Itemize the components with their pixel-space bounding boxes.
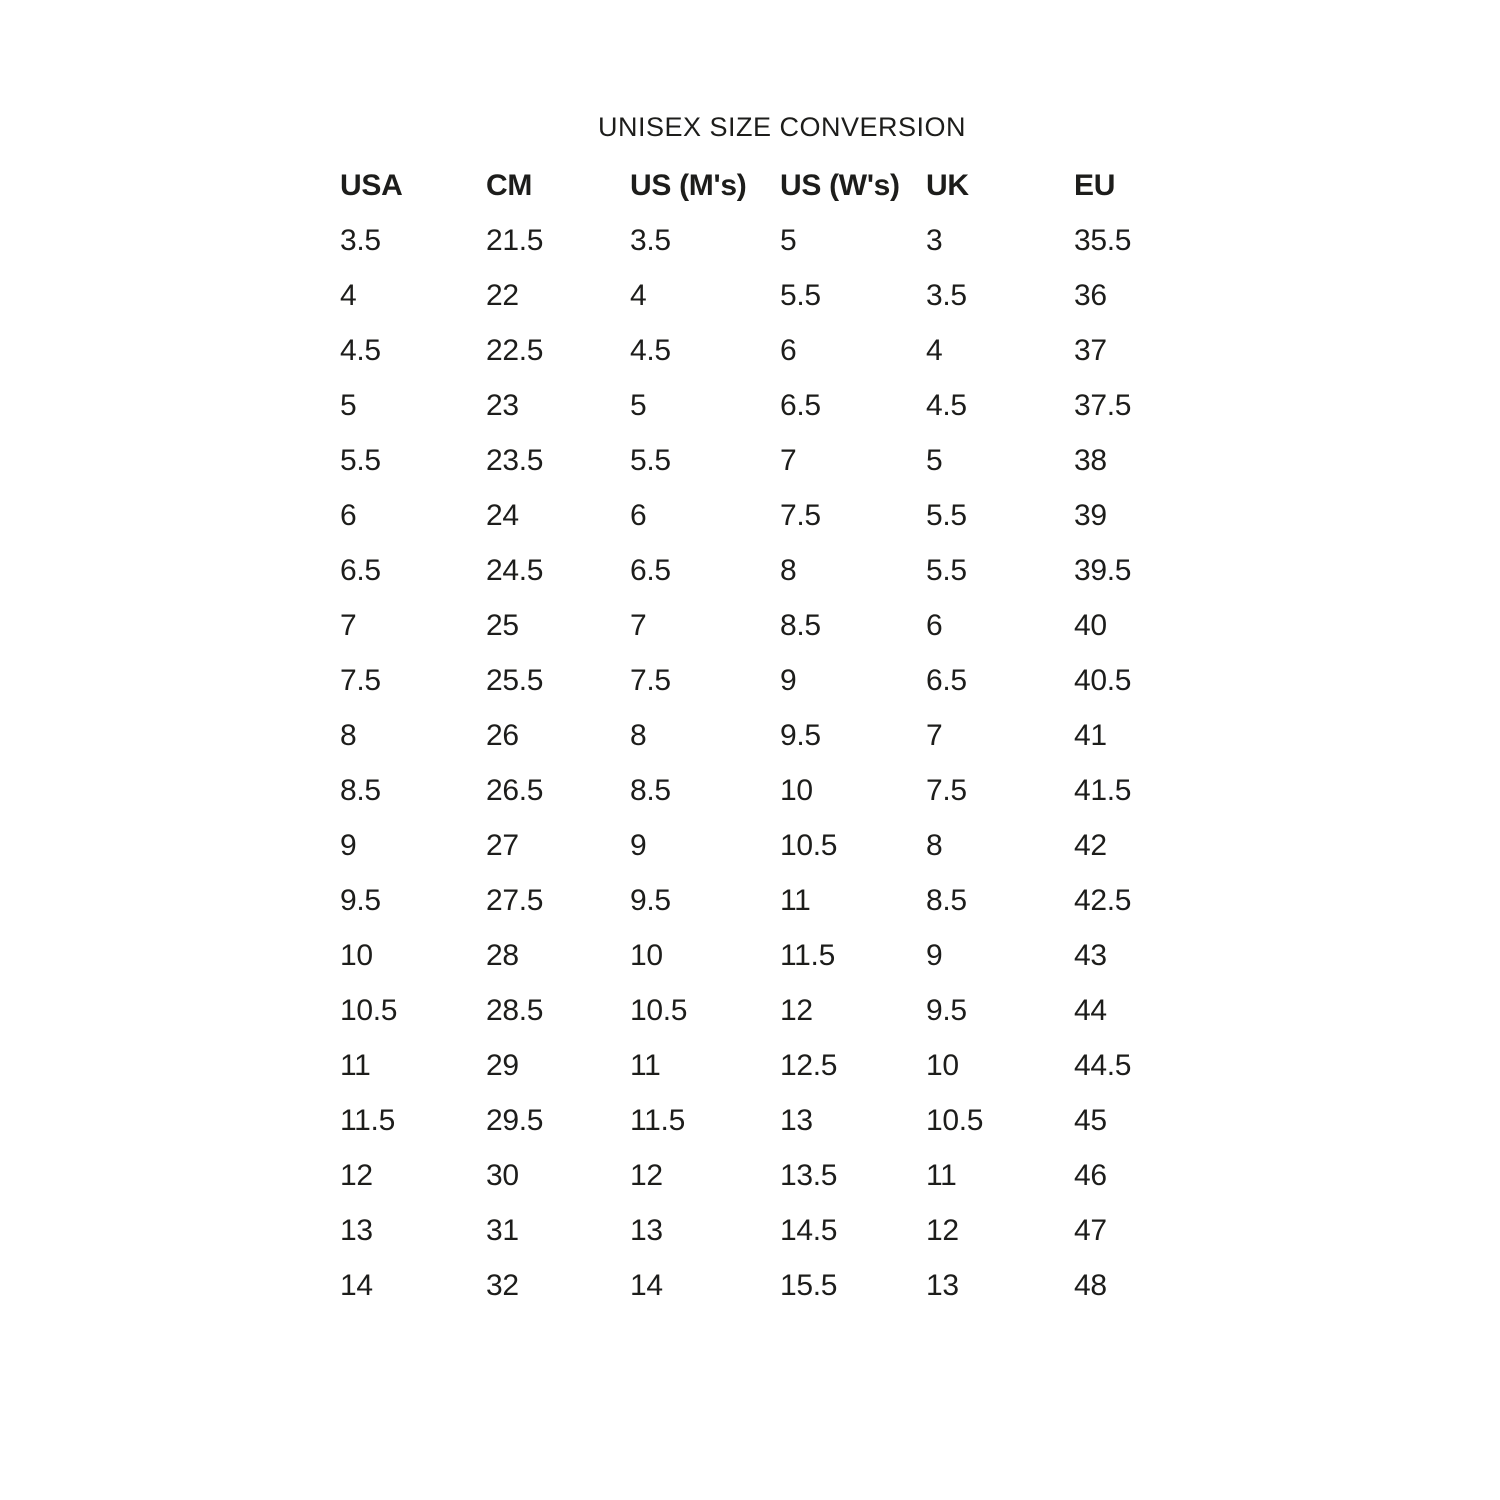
size-conversion-table — [340, 158, 1300, 1313]
table-cell: 8.5 — [630, 773, 671, 807]
table-cell: 31 — [486, 1213, 519, 1247]
table-cell: 39.5 — [1074, 553, 1132, 587]
table-cell: 12.5 — [780, 1048, 838, 1082]
table-cell: 13 — [340, 1213, 373, 1247]
table-cell: 4 — [630, 278, 647, 312]
table-cell: 5.5 — [926, 498, 967, 532]
table-cell: 25.5 — [486, 663, 544, 697]
table-cell: 8.5 — [780, 608, 821, 642]
table-cell: 12 — [926, 1213, 959, 1247]
table-row — [340, 983, 1300, 1038]
column-header: USA — [340, 168, 403, 202]
column-header: CM — [486, 168, 533, 202]
table-cell: 8 — [926, 828, 943, 862]
table-cell: 39 — [1074, 498, 1107, 532]
table-cell: 11 — [340, 1048, 371, 1082]
table-cell: 26 — [486, 718, 519, 752]
table-cell: 3.5 — [340, 223, 381, 257]
table-cell: 13 — [630, 1213, 663, 1247]
table-row — [340, 1093, 1300, 1148]
table-cell: 4.5 — [926, 388, 967, 422]
table-row — [340, 1148, 1300, 1203]
table-cell: 47 — [1074, 1213, 1107, 1247]
table-row — [340, 763, 1300, 818]
table-cell: 10 — [630, 938, 663, 972]
table-cell: 24.5 — [486, 553, 544, 587]
table-cell: 6.5 — [340, 553, 381, 587]
table-cell: 8 — [630, 718, 647, 752]
table-cell: 3 — [926, 223, 943, 257]
table-cell: 14.5 — [780, 1213, 838, 1247]
table-cell: 14 — [340, 1268, 373, 1302]
table-cell: 6.5 — [926, 663, 967, 697]
table-cell: 41.5 — [1074, 773, 1132, 807]
table-row — [340, 818, 1300, 873]
table-cell: 7 — [630, 608, 647, 642]
table-cell: 3.5 — [630, 223, 671, 257]
table-row — [340, 1038, 1300, 1093]
page-title: UNISEX SIZE CONVERSION — [597, 112, 967, 142]
table-cell: 9.5 — [780, 718, 821, 752]
column-header: US (W's) — [780, 168, 900, 202]
table-cell: 30 — [486, 1158, 519, 1192]
table-cell: 35.5 — [1074, 223, 1132, 257]
table-cell: 37 — [1074, 333, 1107, 367]
table-cell: 12 — [340, 1158, 373, 1192]
table-cell: 6 — [780, 333, 797, 367]
table-row — [340, 488, 1300, 543]
table-cell: 10 — [340, 938, 373, 972]
table-row — [340, 653, 1300, 708]
table-cell: 10 — [780, 773, 813, 807]
table-row — [340, 1203, 1300, 1258]
table-cell: 43 — [1074, 938, 1107, 972]
table-row — [340, 1258, 1300, 1313]
table-cell: 4.5 — [340, 333, 381, 367]
table-cell: 7.5 — [630, 663, 671, 697]
table-cell: 10.5 — [780, 828, 838, 862]
table-cell: 44 — [1074, 993, 1107, 1027]
table-row — [340, 323, 1300, 378]
table-cell: 6.5 — [780, 388, 821, 422]
table-cell: 10.5 — [630, 993, 688, 1027]
table-cell: 27 — [486, 828, 519, 862]
table-cell: 11.5 — [630, 1103, 685, 1137]
table-cell: 11 — [926, 1158, 957, 1192]
table-cell: 7 — [780, 443, 797, 477]
table-cell: 4 — [926, 333, 943, 367]
table-cell: 13 — [926, 1268, 959, 1302]
table-row — [340, 873, 1300, 928]
table-cell: 46 — [1074, 1158, 1107, 1192]
table-cell: 9 — [780, 663, 797, 697]
table-cell: 22.5 — [486, 333, 544, 367]
table-cell: 7.5 — [340, 663, 381, 697]
table-cell: 10.5 — [926, 1103, 984, 1137]
table-cell: 6 — [926, 608, 943, 642]
size-table-body — [340, 213, 1300, 1313]
table-cell: 5.5 — [630, 443, 671, 477]
table-cell: 6 — [340, 498, 357, 532]
table-cell: 27.5 — [486, 883, 544, 917]
table-cell: 22 — [486, 278, 519, 312]
table-cell: 13.5 — [780, 1158, 838, 1192]
table-header-row — [340, 158, 1300, 213]
table-cell: 26.5 — [486, 773, 544, 807]
table-cell: 23 — [486, 388, 519, 422]
table-cell: 4.5 — [630, 333, 671, 367]
column-header: UK — [926, 168, 969, 202]
table-cell: 42 — [1074, 828, 1107, 862]
table-cell: 40.5 — [1074, 663, 1132, 697]
table-cell: 4 — [340, 278, 357, 312]
table-cell: 6.5 — [630, 553, 671, 587]
column-header: EU — [1074, 168, 1116, 202]
table-row — [340, 213, 1300, 268]
table-cell: 32 — [486, 1268, 519, 1302]
table-cell: 8 — [340, 718, 357, 752]
table-cell: 24 — [486, 498, 519, 532]
table-cell: 12 — [780, 993, 813, 1027]
table-cell: 25 — [486, 608, 519, 642]
table-row — [340, 598, 1300, 653]
table-cell: 11 — [630, 1048, 661, 1082]
table-cell: 28 — [486, 938, 519, 972]
table-cell: 11 — [780, 883, 811, 917]
table-cell: 5 — [340, 388, 357, 422]
table-cell: 11.5 — [780, 938, 835, 972]
table-row — [340, 708, 1300, 763]
table-cell: 5 — [780, 223, 797, 257]
table-cell: 45 — [1074, 1103, 1107, 1137]
table-cell: 5.5 — [780, 278, 821, 312]
table-cell: 5 — [926, 443, 943, 477]
table-cell: 44.5 — [1074, 1048, 1132, 1082]
table-cell: 5.5 — [926, 553, 967, 587]
table-cell: 9.5 — [630, 883, 671, 917]
table-cell: 7 — [926, 718, 943, 752]
table-cell: 40 — [1074, 608, 1107, 642]
table-cell: 29.5 — [486, 1103, 544, 1137]
table-cell: 42.5 — [1074, 883, 1132, 917]
table-cell: 7.5 — [926, 773, 967, 807]
table-row — [340, 928, 1300, 983]
table-cell: 8.5 — [926, 883, 967, 917]
column-header: US (M's) — [630, 168, 747, 202]
table-row — [340, 433, 1300, 488]
table-cell: 48 — [1074, 1268, 1107, 1302]
table-cell: 29 — [486, 1048, 519, 1082]
table-cell: 5 — [630, 388, 647, 422]
table-cell: 10.5 — [340, 993, 398, 1027]
table-cell: 7.5 — [780, 498, 821, 532]
table-cell: 6 — [630, 498, 647, 532]
table-cell: 36 — [1074, 278, 1107, 312]
table-row — [340, 378, 1300, 433]
table-cell: 9 — [926, 938, 943, 972]
table-cell: 21.5 — [486, 223, 544, 257]
table-row — [340, 543, 1300, 598]
table-cell: 8 — [780, 553, 797, 587]
table-cell: 7 — [340, 608, 357, 642]
table-cell: 5.5 — [340, 443, 381, 477]
table-row — [340, 268, 1300, 323]
table-cell: 9 — [340, 828, 357, 862]
table-cell: 41 — [1074, 718, 1107, 752]
table-cell: 9.5 — [926, 993, 967, 1027]
table-cell: 10 — [926, 1048, 959, 1082]
table-cell: 14 — [630, 1268, 663, 1302]
table-cell: 12 — [630, 1158, 663, 1192]
table-cell: 8.5 — [340, 773, 381, 807]
table-cell: 37.5 — [1074, 388, 1132, 422]
table-cell: 11.5 — [340, 1103, 395, 1137]
table-cell: 13 — [780, 1103, 813, 1137]
table-cell: 23.5 — [486, 443, 544, 477]
table-cell: 38 — [1074, 443, 1107, 477]
table-cell: 3.5 — [926, 278, 967, 312]
table-cell: 9 — [630, 828, 647, 862]
table-cell: 15.5 — [780, 1268, 838, 1302]
table-cell: 9.5 — [340, 883, 381, 917]
table-cell: 28.5 — [486, 993, 544, 1027]
